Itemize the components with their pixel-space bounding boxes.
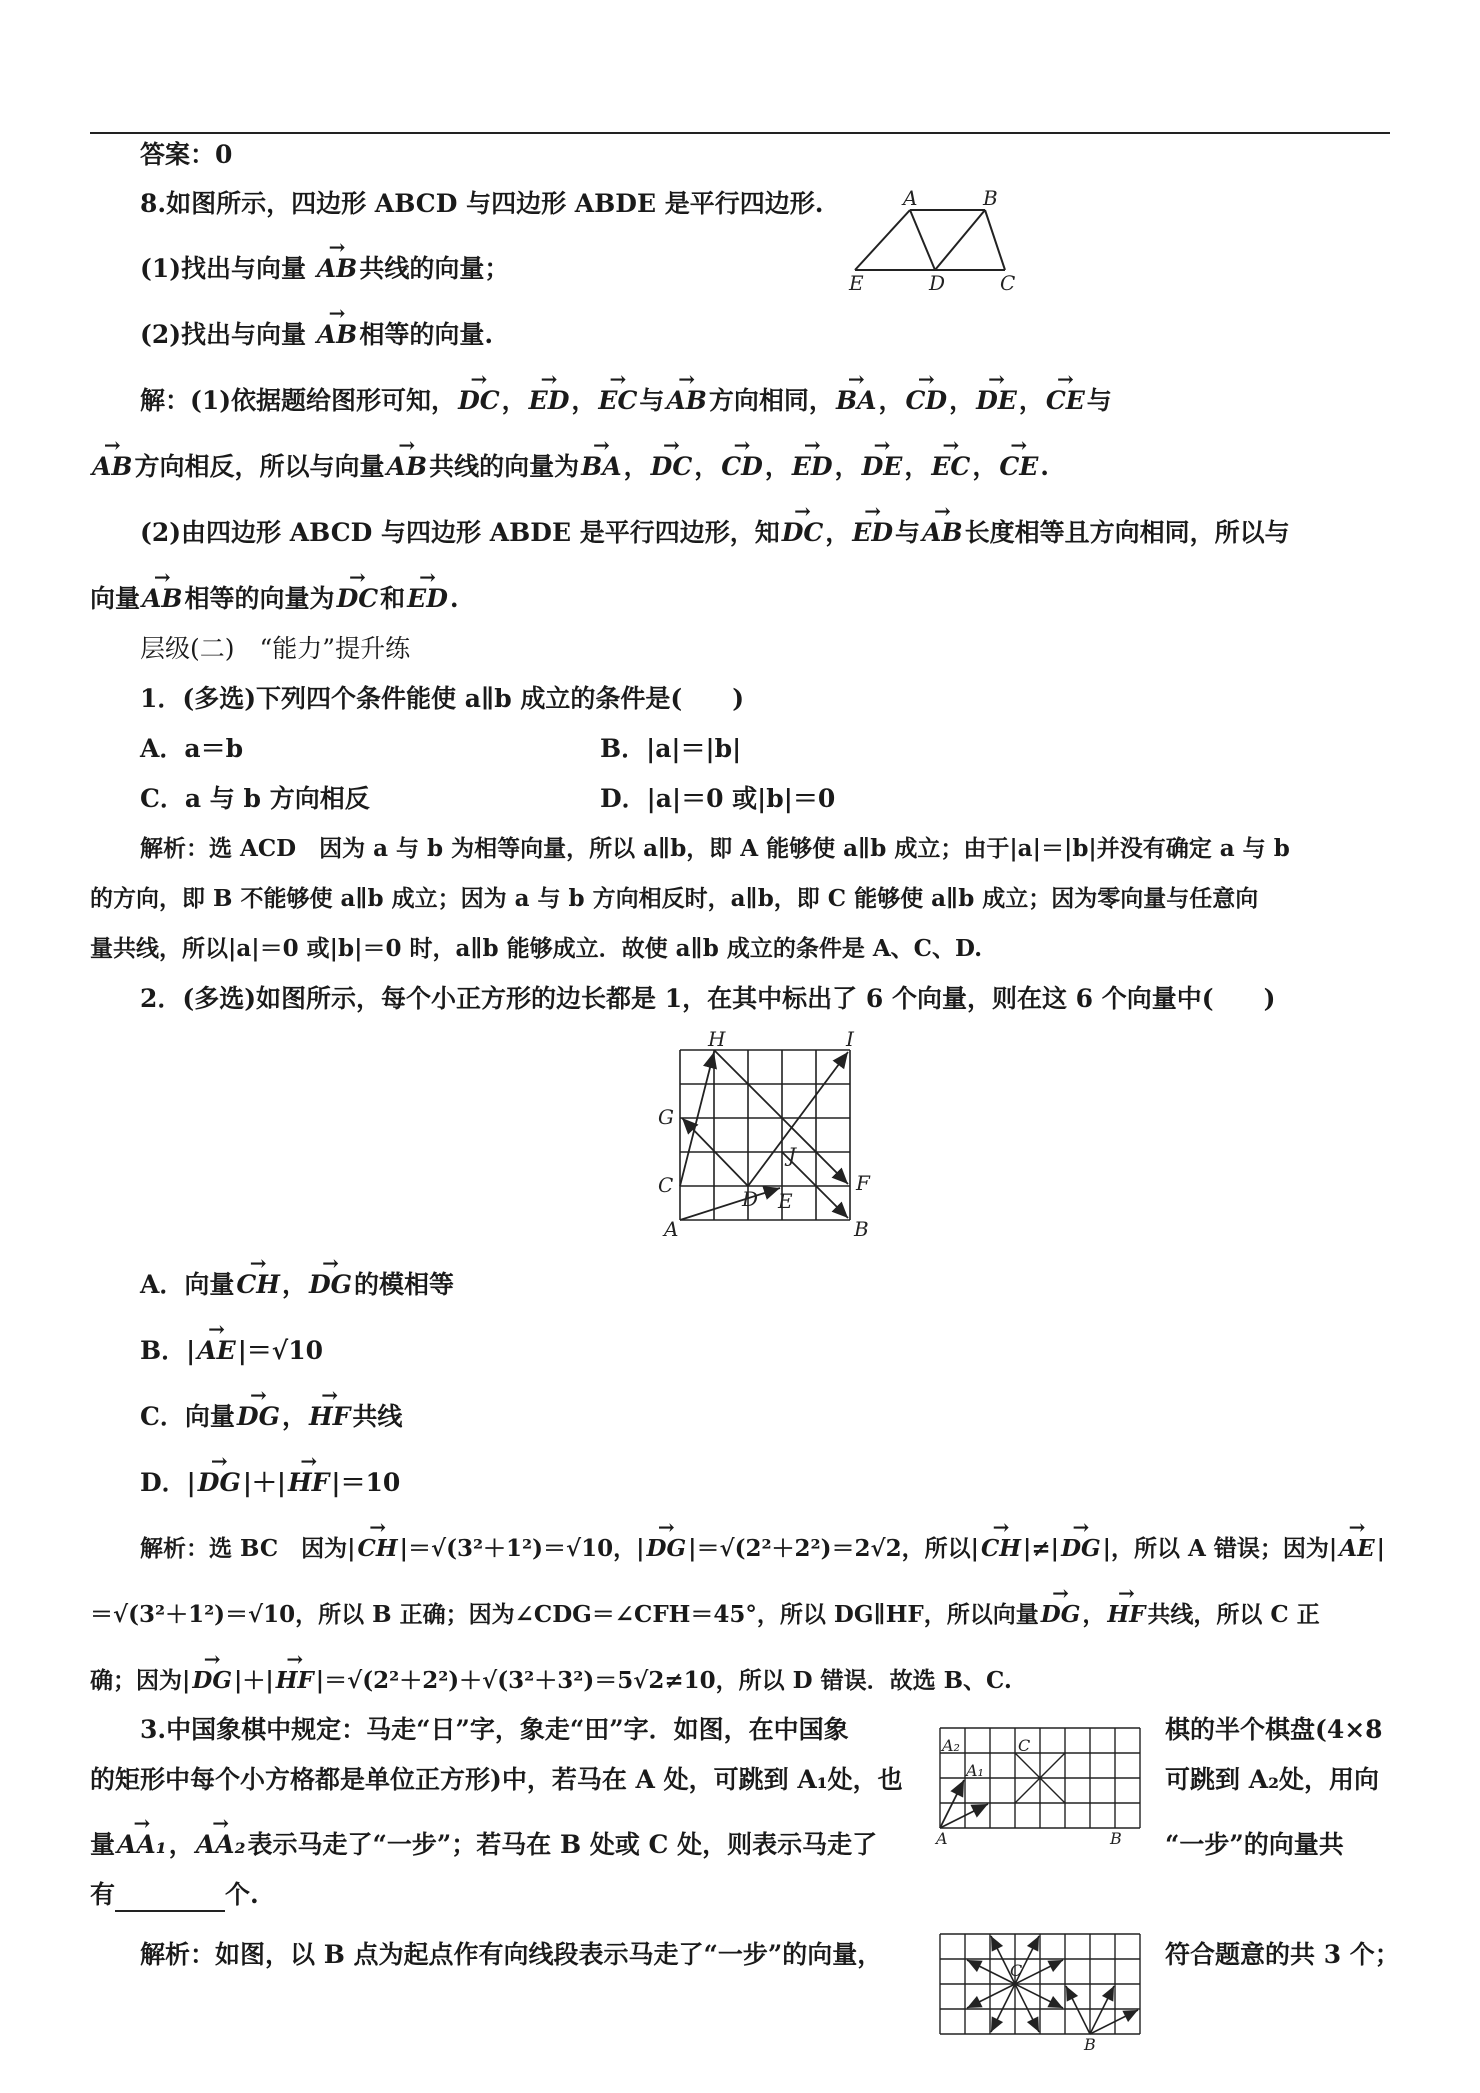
q1-option-d: D．|a|＝0 或|b|＝0 <box>600 784 836 813</box>
q3-line2b: 可跳到 A₂处，用向 <box>1165 1765 1380 1794</box>
board-label-A2: A₂ <box>942 1736 960 1755</box>
vector-grid-figure <box>650 1027 880 1241</box>
q3-line2a: 的矩形中每个小方格都是单位正方形)中，若马在 A 处，可跳到 A₁处，也 <box>90 1765 903 1794</box>
q1-option-c: C．a 与 b 方向相反 <box>140 784 370 813</box>
q8-solution-line3: (2)由四边形 ABCD 与四边形 ABDE 是平行四边形，知→ DC，→ ED与→ AB长度相等且方向相同，所以与 <box>140 516 1290 550</box>
q1-solution-line1: 解析：选 ACD 因为 a 与 b 为相等向量，所以 a∥b，即 A 能够使 a∥b 成立；由于|a|＝|b|并没有确定 a 与 b <box>140 835 1290 862</box>
fig8-label-C: C <box>1000 271 1016 295</box>
board-label-A1: A₁ <box>966 1761 984 1780</box>
board2-label-C: C <box>1010 1961 1023 1980</box>
q8-solution-line4: 向量→ AB相等的向量为→ DC和→ ED. <box>90 582 459 616</box>
chess-board-figure <box>930 1718 1150 1848</box>
q1-option-a: A．a＝b <box>140 734 244 763</box>
q2-stem: 2．(多选)如图所示，每个小正方形的边长都是 1，在其中标出了 6 个向量，则在这 6 个向量中( ) <box>140 984 1276 1013</box>
fig8-label-D: D <box>929 271 946 295</box>
q2-option-b: B．|→ AE|＝√10 <box>140 1334 323 1368</box>
header-rule <box>90 132 1390 134</box>
grid-label-D: D <box>742 1187 759 1211</box>
fig8-label-B: B <box>983 186 998 210</box>
q8-solution-line2: → AB方向相反，所以与向量→ AB共线的向量为→ BA，→ DC，→ CD，→ ED，→ DE，→ EC，→ CE. <box>90 450 1049 484</box>
q3-line4: 有 个. <box>90 1878 259 1912</box>
answer-blank <box>115 1886 225 1912</box>
grid-label-C: C <box>658 1173 674 1197</box>
q3-solution-b: 符合题意的共 3 个； <box>1165 1940 1400 1969</box>
section-heading: 层级(二) “能力”提升练 <box>140 634 411 663</box>
q2-solution-line1: 解析：选 BC 因为|→ CH|＝√(3²＋1²)＝√10，|→ DG|＝√(2²＋2²)＝2√2，所以|→ CH|≠|→ DG|，所以 A 错误；因为|→ AE| <box>140 1532 1385 1566</box>
q3-line1a: 3.中国象棋中规定：马走“日”字，象走“田”字．如图，在中国象 <box>140 1715 849 1744</box>
q3-line3a: 量→ AA₁，→ AA₂表示马走了“一步”；若马在 B 处或 C 处，则表示马走了 <box>90 1828 877 1862</box>
chess-board-solution-figure <box>930 1924 1150 2054</box>
q2-option-a: A．向量→ CH，→ DG的模相等 <box>140 1268 454 1302</box>
fig8-label-E: E <box>849 271 864 295</box>
q1-solution-line2: 的方向，即 B 不能够使 a∥b 成立；因为 a 与 b 方向相反时，a∥b，即 C 能够使 a∥b 成立；因为零向量与任意向 <box>90 885 1259 912</box>
grid-label-G: G <box>658 1105 674 1129</box>
q2-option-c: C．向量→ DG，→ HF共线 <box>140 1400 402 1434</box>
q3-line3b: “一步”的向量共 <box>1165 1830 1344 1859</box>
q3-solution-a: 解析：如图，以 B 点为起点作有向线段表示马走了“一步”的向量， <box>140 1940 883 1969</box>
grid-label-A: A <box>664 1217 679 1241</box>
q8-solution-line1: 解：(1)依据题给图形可知，→ DC，→ ED，→ EC与→ AB方向相同，→ BA，→ CD，→ DE，→ CE与 <box>140 384 1112 418</box>
q8-part2: (2)找出与向量 → AB相等的向量. <box>140 318 493 352</box>
grid-label-E: E <box>778 1189 793 1213</box>
q1-option-b: B．|a|＝|b| <box>600 734 742 763</box>
board-label-C: C <box>1018 1736 1031 1755</box>
fig8-label-A: A <box>903 186 918 210</box>
grid-label-I: I <box>846 1027 854 1051</box>
grid-label-F: F <box>856 1171 870 1195</box>
q2-option-d: D．|→ DG|＋|→ HF|＝10 <box>140 1466 400 1500</box>
grid-label-B: B <box>854 1217 869 1241</box>
board-label-A: A <box>936 1829 948 1848</box>
q3-line1b: 棋的半个棋盘(4×8 <box>1165 1715 1383 1744</box>
q8-part1: (1)找出与向量 → AB共线的向量； <box>140 252 509 286</box>
board-label-B: B <box>1110 1829 1122 1848</box>
q8-stem: 8.如图所示，四边形 ABCD 与四边形 ABDE 是平行四边形. <box>140 189 824 218</box>
q2-solution-line3: 确；因为|→ DG|＋|→ HF|＝√(2²＋2²)＋√(3²＋3²)＝5√2≠10，所以 D 错误．故选 B、C. <box>90 1664 1012 1698</box>
grid-label-H: H <box>708 1027 726 1051</box>
q2-solution-line2: ＝√(3²＋1²)＝√10，所以 B 正确；因为∠CDG＝∠CFH＝45°，所以 DG∥HF，所以向量→ DG，→ HF共线，所以 C 正 <box>90 1598 1320 1632</box>
answer-line: 答案：0 <box>140 140 233 169</box>
parallelogram-figure <box>845 188 1025 298</box>
q1-stem: 1．(多选)下列四个条件能使 a∥b 成立的条件是( ) <box>140 684 745 713</box>
board2-label-B: B <box>1084 2035 1096 2054</box>
grid-label-J: J <box>788 1143 797 1167</box>
q1-solution-line3: 量共线，所以|a|＝0 或|b|＝0 时，a∥b 能够成立．故使 a∥b 成立的条件是 A、C、D. <box>90 935 983 962</box>
